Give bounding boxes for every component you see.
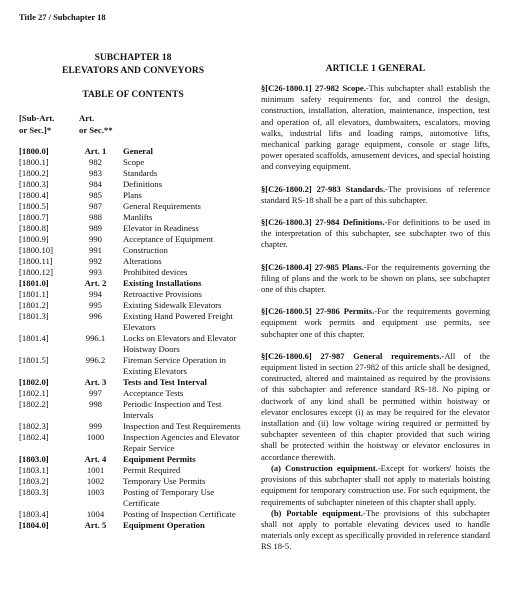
toc-title-cell: Retroactive Provisions bbox=[123, 289, 202, 299]
toc-sub-article: [1801.5] bbox=[19, 355, 49, 365]
toc-sub-article: [1802.3] bbox=[19, 421, 49, 431]
sub-article-header bbox=[19, 112, 54, 136]
toc-row bbox=[19, 234, 247, 245]
toc-article-number: 1002 bbox=[86, 476, 105, 486]
toc-article-number: 993 bbox=[88, 267, 103, 277]
toc-row bbox=[19, 201, 247, 212]
subchapter-subtitle: ELEVATORS AND CONVEYORS bbox=[61, 66, 204, 76]
toc-article-number: 995 bbox=[88, 300, 103, 310]
section-plans bbox=[261, 262, 490, 296]
toc-title-cell: Standards bbox=[123, 168, 158, 178]
section-text: -For the requirements governing equipment work permits and equipment use permits, see subchapter one of this chapter. bbox=[261, 306, 491, 339]
running-head: Title 27 / Subchapter 18 bbox=[19, 12, 106, 22]
toc-sub-article: [1800.1] bbox=[19, 157, 49, 167]
toc-sub-article: [1803.2] bbox=[19, 476, 49, 486]
toc-title-cell: Equipment Permits bbox=[123, 454, 196, 464]
section-ref: §[C26-1800.6] 27-987 General requirements. bbox=[261, 350, 442, 361]
toc-title-cell: Acceptance of Equipment bbox=[123, 234, 214, 244]
toc-article-number: 1004 bbox=[86, 509, 105, 519]
toc-title-cell: Locks on Elevators and Elevator Hoistway Doors bbox=[123, 333, 237, 354]
toc-sub-article: [1804.0] bbox=[19, 520, 49, 530]
toc-title-cell: Manlifts bbox=[123, 212, 153, 222]
section-text: -This subchapter shall establish the minimum safety requirements for, and control the design, construction, installation, alteration, maintenance, inspection, test and operation of, all elevators, dumbwaiters, escalators, moving walks, industrial lifts and loading ramps, automotive lifts, mechanical parking garage equipment, console or stage lifts, power operated scaffolds, amusement devices, and special hoisting and conveying equipment. bbox=[261, 83, 490, 172]
toc-sub-article: [1800.12] bbox=[19, 267, 54, 277]
toc-row bbox=[19, 190, 247, 201]
toc-row bbox=[19, 300, 247, 311]
toc-article-number: 1003 bbox=[86, 487, 105, 497]
toc-row bbox=[19, 146, 247, 157]
toc-title-cell: General Requirements bbox=[123, 201, 201, 211]
toc-row bbox=[19, 377, 247, 388]
toc-article-number: 985 bbox=[88, 190, 103, 200]
article-header-line1: Art. bbox=[79, 113, 95, 123]
toc-article-number: 1001 bbox=[86, 465, 105, 475]
toc-sub-article: [1802.4] bbox=[19, 432, 49, 442]
toc-article-number: 991 bbox=[88, 245, 103, 255]
toc-row bbox=[19, 454, 247, 465]
toc-article-number: 987 bbox=[88, 201, 103, 211]
toc-row bbox=[19, 223, 247, 234]
sub-article-header-line2: or Sec.]* bbox=[19, 125, 52, 135]
toc-article-number: 983 bbox=[88, 168, 103, 178]
toc-title-cell: Elevator in Readiness bbox=[123, 223, 199, 233]
article-column bbox=[261, 64, 490, 553]
toc-title-cell: General bbox=[123, 146, 153, 156]
toc-article-number: Art. 2 bbox=[84, 278, 107, 288]
toc-sub-article: [1800.7] bbox=[19, 212, 49, 222]
subsection-label: (b) Portable equipment. bbox=[271, 507, 364, 518]
section-text: -All of the equipment listed in section 27-982 of this article shall be designed, constructed, altered and maintained as required by the provisions of this subchapter and reference standard RS-18. No piping or ductwork of any kind shall be permitted within hoistway or elevator enclosures except (i) as may be required for the elevator installation and (ii) low voltage wiring required or permitted by subchapter seventeen of this chapter provided that such wiring shall be protected within the hoistway or elevator enclosures in accordance therewith. bbox=[261, 350, 490, 462]
toc-row bbox=[19, 311, 247, 333]
toc-sub-article: [1801.1] bbox=[19, 289, 49, 299]
toc-article-number: 984 bbox=[88, 179, 103, 189]
toc-row bbox=[19, 179, 247, 190]
toc-title-cell: Tests and Test Interval bbox=[123, 377, 207, 387]
toc-title-cell: Existing Installations bbox=[123, 278, 202, 288]
toc-sub-article: [1803.3] bbox=[19, 487, 49, 497]
toc-title-cell: Prohibited devices bbox=[123, 267, 188, 277]
toc-article-number: 994 bbox=[88, 289, 103, 299]
section-ref: §[C26-1800.4] 27-985 Plans. bbox=[261, 261, 364, 272]
section-ref: §[C26-1800.2] 27-983 Standards. bbox=[261, 183, 386, 194]
toc-sub-article: [1803.0] bbox=[19, 454, 49, 464]
toc-title-cell: Equipment Operation bbox=[123, 520, 205, 530]
toc-title-cell: Scope bbox=[123, 157, 145, 167]
toc-sub-article: [1800.9] bbox=[19, 234, 49, 244]
toc-sub-article: [1800.4] bbox=[19, 190, 49, 200]
toc-article-number: 996.2 bbox=[85, 355, 106, 365]
toc-article-number: 990 bbox=[88, 234, 103, 244]
toc-article-number: Art. 4 bbox=[84, 454, 107, 464]
section-text: -For definitions to be used in the interpretation of this subchapter, see subchapter two of this chapter. bbox=[261, 217, 490, 250]
toc-sub-article: [1803.1] bbox=[19, 465, 49, 475]
toc-article-number: 982 bbox=[88, 157, 103, 167]
toc-title-cell: Posting of Temporary Use Certificate bbox=[123, 487, 215, 508]
section-ref: §[C26-1800.3] 27-984 Definitions. bbox=[261, 217, 385, 228]
toc-article-number: 1000 bbox=[86, 432, 105, 442]
section-permits bbox=[261, 306, 490, 340]
toc-title-cell: Periodic Inspection and Test Intervals bbox=[123, 399, 222, 420]
toc-title-cell: Posting of Inspection Certificate bbox=[123, 509, 236, 519]
toc-sub-article: [1800.3] bbox=[19, 179, 49, 189]
toc-article-number: 999 bbox=[88, 421, 103, 431]
toc-column-headers bbox=[19, 112, 247, 136]
toc-title-cell: Inspection Agencies and Elevator Repair Service bbox=[123, 432, 240, 453]
toc-row bbox=[19, 245, 247, 256]
toc-title-cell: Existing Sidewalk Elevators bbox=[123, 300, 222, 310]
toc-sub-article: [1802.2] bbox=[19, 399, 49, 409]
toc-sub-article: [1802.1] bbox=[19, 388, 49, 398]
toc-sub-article: [1801.0] bbox=[19, 278, 49, 288]
subsection-construction-equipment bbox=[261, 463, 490, 508]
toc-article-number: 989 bbox=[88, 223, 103, 233]
toc-row bbox=[19, 267, 247, 278]
toc-article-number: 997 bbox=[88, 388, 103, 398]
toc-title-cell: Definitions bbox=[123, 179, 163, 189]
toc-row bbox=[19, 256, 247, 267]
toc-sub-article: [1803.4] bbox=[19, 509, 49, 519]
toc-title-cell: Existing Hand Powered Freight Elevators bbox=[123, 311, 233, 332]
toc-row bbox=[19, 399, 247, 421]
toc-sub-article: [1800.10] bbox=[19, 245, 54, 255]
toc-article-number: Art. 1 bbox=[84, 146, 107, 156]
subsection-portable-equipment bbox=[261, 508, 490, 553]
toc-row bbox=[19, 333, 247, 355]
toc-sub-article: [1800.5] bbox=[19, 201, 49, 211]
toc-row bbox=[19, 278, 247, 289]
toc-sub-article: [1801.3] bbox=[19, 311, 49, 321]
sub-article-header-line1: [Sub-Art. bbox=[19, 113, 55, 123]
toc-row bbox=[19, 289, 247, 300]
toc-title-cell: Permit Required bbox=[123, 465, 181, 475]
table-of-contents-column bbox=[19, 52, 247, 531]
section-scope bbox=[261, 83, 490, 173]
toc-row bbox=[19, 432, 247, 454]
toc-title-cell: Inspection and Test Requirements bbox=[123, 421, 241, 431]
toc-row bbox=[19, 465, 247, 476]
section-general-requirements bbox=[261, 351, 490, 463]
toc-row bbox=[19, 388, 247, 399]
article-header bbox=[79, 112, 113, 136]
toc-article-number: Art. 5 bbox=[84, 520, 107, 530]
toc-row bbox=[19, 212, 247, 223]
section-ref: §[C26-1800.1] 27-982 Scope. bbox=[261, 83, 366, 93]
toc-article-number: 988 bbox=[88, 212, 103, 222]
subsection-text: -Except for workers' hoists the provisions of this subchapter shall not apply to materials hoisting equipment for temporary construction use. For such equipment, the requirements of subchapter nineteen of this chapter shall apply. bbox=[261, 462, 490, 507]
toc-article-number: 996.1 bbox=[85, 333, 106, 343]
article-heading: ARTICLE 1 GENERAL bbox=[325, 64, 426, 74]
toc-table bbox=[19, 146, 247, 531]
toc-sub-article: [1800.8] bbox=[19, 223, 49, 233]
toc-title-cell: Plans bbox=[123, 190, 142, 200]
toc-title-cell: Acceptance Tests bbox=[123, 388, 184, 398]
section-standards bbox=[261, 184, 490, 206]
toc-title-cell: Alterations bbox=[123, 256, 162, 266]
subsection-label: (a) Construction equipment. bbox=[271, 462, 378, 473]
toc-row bbox=[19, 520, 247, 531]
section-text: -For the requirements governing the filing of plans and the work to be shown on plans, see subchapter one of this chapter. bbox=[261, 261, 490, 295]
toc-row bbox=[19, 421, 247, 432]
article-header-line2: or Sec.** bbox=[79, 125, 113, 135]
toc-row bbox=[19, 157, 247, 168]
toc-row bbox=[19, 476, 247, 487]
section-text: -The provisions of reference standard RS-18 shall be a part of this subchapter. bbox=[261, 183, 490, 205]
toc-sub-article: [1802.0] bbox=[19, 377, 49, 387]
toc-row bbox=[19, 487, 247, 509]
toc-article-number: 996 bbox=[88, 311, 103, 321]
toc-row bbox=[19, 168, 247, 179]
toc-table-body bbox=[19, 146, 247, 531]
toc-title-cell: Construction bbox=[123, 245, 168, 255]
toc-sub-article: [1800.11] bbox=[19, 256, 53, 266]
toc-article-number: Art. 3 bbox=[84, 377, 107, 387]
toc-title: TABLE OF CONTENTS bbox=[82, 90, 184, 100]
section-ref: §[C26-1800.5] 27-986 Permits. bbox=[261, 306, 375, 317]
subchapter-title: SUBCHAPTER 18 bbox=[94, 53, 172, 63]
toc-title-cell: Temporary Use Permits bbox=[123, 476, 206, 486]
toc-article-number: 992 bbox=[88, 256, 103, 266]
toc-title-cell: Fireman Service Operation in Existing Elevators bbox=[123, 355, 227, 376]
toc-sub-article: [1801.2] bbox=[19, 300, 49, 310]
toc-sub-article: [1800.0] bbox=[19, 146, 49, 156]
toc-row bbox=[19, 355, 247, 377]
toc-row bbox=[19, 509, 247, 520]
subsection-text: -The provisions of this subchapter shall not apply to portable elevating devices used to handle materials only except as specifically provided in reference standard RS 18-5. bbox=[261, 507, 490, 552]
toc-article-number: 998 bbox=[88, 399, 103, 409]
section-definitions bbox=[261, 217, 490, 251]
toc-sub-article: [1800.2] bbox=[19, 168, 49, 178]
toc-sub-article: [1801.4] bbox=[19, 333, 49, 343]
